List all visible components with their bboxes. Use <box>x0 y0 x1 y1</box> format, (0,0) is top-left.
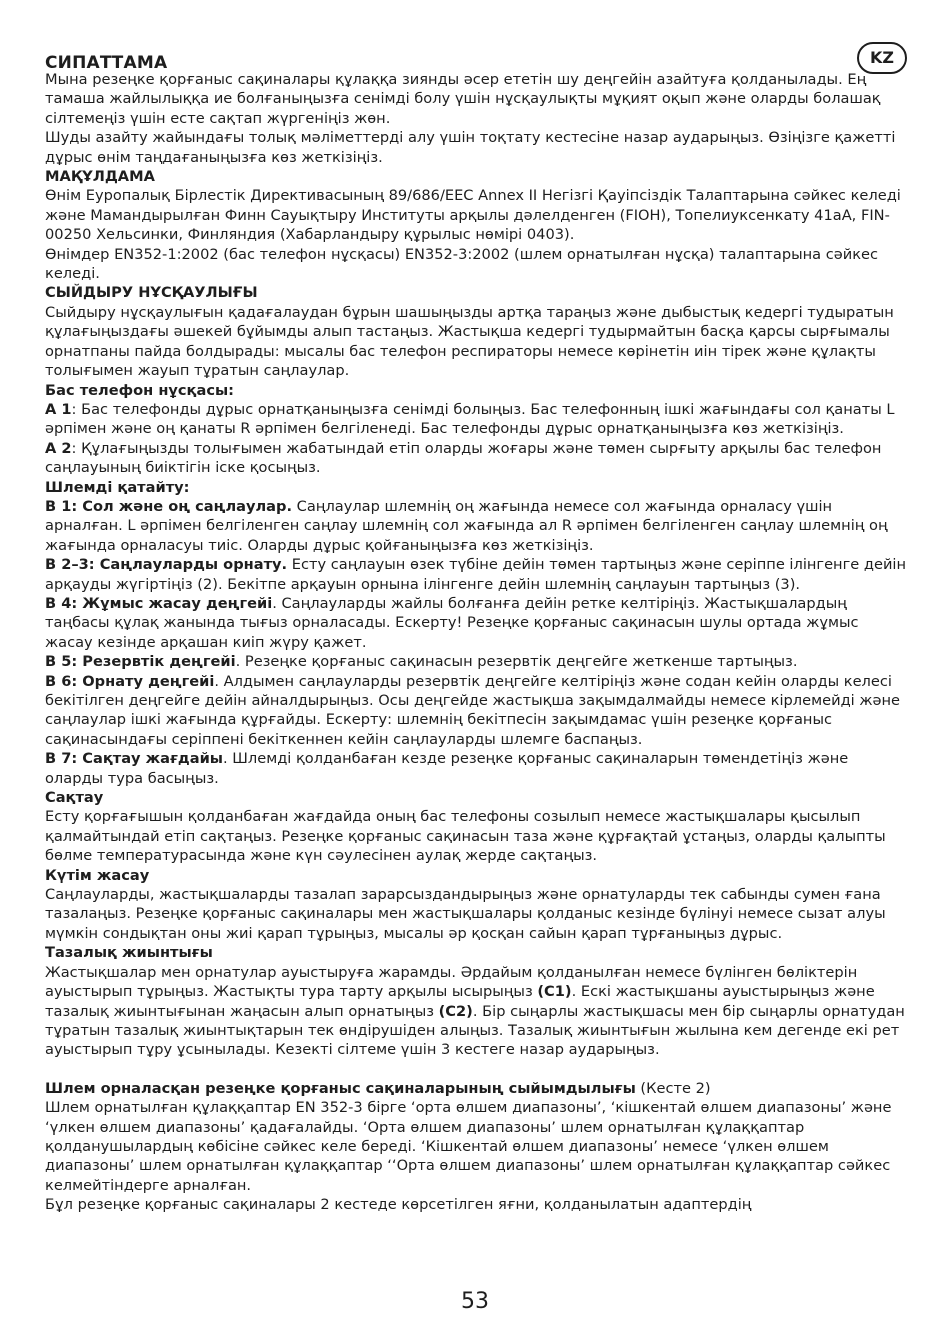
subheading-helmet: Шлемді қатайту: <box>45 478 190 496</box>
approvals-paragraph: Өнім Еуропалық Бірлестік Директивасының 89/686/EEC Annex II Негізгі Қауіпсіздік Талаптарына сәйкес келеді және Мамандырылған Финн Сауықтыру Институты арқылы дәлелденген (FIOH), Топелиуксенкату 41aA, FIN-00250 Хельсинки, Финляндия (Хабарландыру құрылыс нөмірі 0403). <box>45 187 901 244</box>
figure-ref-c2: (C2) <box>438 1002 473 1020</box>
step-text: Саңлаулар шлемнің оң жағында немесе сол жағында орналасу үшін арналған. L әрпімен белгіленген саңлау шлемнің сол жағында ал R әрпімен белгіленген саңлау шлемнің оң жағында орналасуы тиіс. Оларды дұрыс қойғаныңызға көз жеткізіңіз. <box>45 497 888 554</box>
document-body <box>45 70 907 1215</box>
compatibility-paragraph: Шлем орнатылған құлаққаптар EN 352-3 бірге ‘орта өлшем диапазоны’, ‘кішкентай өлшем диапазоны’ және ‘үлкен өлшем диапазоны’ қадағалайды. ‘Орта өлшем диапазоны’ шлем орнатылған құлаққаптар қолданушылардың көбісіне сәйкес келе береді. ‘Кішкентай өлшем диапазоны’ немесе ‘үлкен өлшем диапазоны’ шлем орнатылған құлаққаптар ‘‘Орта өлшем диапазоны’ шлем орнатылған құлаққаптар сәйкес келмейтіндерге арналған. <box>45 1099 892 1194</box>
page-number: 53 <box>461 1289 489 1314</box>
fitting-paragraph: Сыйдыру нұсқаулығын қадағалаудан бұрын шашыңызды артқа тараңыз және дыбыстық кедергі тудыратын құлағыңыздағы әшекей бұйымды алып тастаңыз. Жастықша кедергі тудырмайтын басқа қарсы сырғымалы орнатпаны пайда болдырады: мысалы бас телефон респираторы немесе көрінетін иін тірек және құлақты толығымен жауып тұратын саңлаулар. <box>45 303 894 380</box>
step-text: : Құлағыңызды толығымен жабатындай етіп оларды жоғары және төмен сырғыту арқылы бас телефон саңлауының биіктігін іске қосыңыз. <box>45 439 882 477</box>
step-b2-3 <box>45 555 907 594</box>
step-label: B 1: Сол және оң саңлаулар. <box>45 497 293 515</box>
section-heading-care: Күтім жасау <box>45 866 150 884</box>
header <box>45 48 907 73</box>
step-label: B 4: Жұмыс жасау деңгейі <box>45 594 273 612</box>
step-text: . Саңлауларды жайлы болғанға дейін ретке келтіріңіз. Жастықшалардың таңбасы құлақ жанында тығыз орналасады. Ескерту! Резеңке қорғаныс сақинасын шулы ортада жұмыс жасау кезінде арқашан киіп жүру қажет. <box>45 594 859 651</box>
intro-paragraph: Шуды азайту жайындағы толық мәліметтерді алу үшін тоқтату кестесіне назар аударыңыз. Өзіңізге қажетті дұрыс өнім таңдағаныңызға көз жеткізіңіз. <box>45 129 896 166</box>
spacer <box>45 1060 907 1079</box>
section-heading-hygiene: Тазалық жиынтығы <box>45 944 213 962</box>
page-title: СИПАТТАМА <box>45 53 168 73</box>
step-text: Есту саңлауын өзек түбіне дейін төмен тартыңыз және серіппе ілінгенге дейін арқауды жүгіртіңіз (2). Бекітпе арқауын орнына ілінгенге дейін шлемнің саңлауын тартыңыз (3). <box>45 556 907 593</box>
heading-text: Шлем орналасқан резеңке қорғаныс сақиналарының сыйымдылығы <box>45 1079 636 1097</box>
step-text: . Шлемді қолданбаған кезде резеңке қорғаныс сақиналарын төмендетіңіз және оларды тура басыңыз. <box>45 750 849 787</box>
step-a2 <box>45 439 907 478</box>
document-page <box>45 48 907 1215</box>
figure-ref-c1: (C1) <box>537 983 572 1001</box>
step-label: A 2 <box>45 439 72 457</box>
approvals-paragraph: Өнімдер EN352-1:2002 (бас телефон нұсқасы) EN352-3:2002 (шлем орнатылған нұсқа) талаптарына сәйкес келеді. <box>45 245 879 283</box>
step-a1 <box>45 400 907 439</box>
step-label: B 6: Орнату деңгейі <box>45 672 215 690</box>
hygiene-text: . Ескі жастықшаны ауыстырыңыз және тазалық жиынтығынан жаңасын алып орнатыңыз <box>45 983 875 1020</box>
intro-paragraph: Мына резеңке қорғаныс сақиналары құлаққа зиянды әсер ететін шу деңгейін азайтуға қолданылады. Ең тамаша жайлылыққа ие болғаныңызға сенімді болу үшін нұсқаулықты мұқият оқып және оларды болашақ сілтемеңіз үшін есте сақтап жүргеніңіз жөн. <box>45 71 881 127</box>
step-label: B 7: Сақтау жағдайы <box>45 750 223 768</box>
step-b6 <box>45 672 907 750</box>
step-text: . Резеңке қорғаныс сақинасын резервтік деңгейге жеткенше тартыңыз. <box>235 653 798 671</box>
section-heading-storage: Сақтау <box>45 789 104 807</box>
heading-suffix: (Кесте 2) <box>635 1079 711 1097</box>
step-b1 <box>45 497 907 555</box>
step-text: . Алдымен саңлауларды резервтік деңгейге келтіріңіз және содан кейін оларды келесі бекітілген деңгейге дейін айналдырыңыз. Осы деңгейде жастықша зақымдалмайды немесе кірлемейді және саңлаулар ішкі жағында құрғайды. Ескерту: шлемнің бекітпесін зақымдамас үшін резеңке қорғаныс сақинасындағы серіппені бекіткеннен кейін саңлауларды шлемге баспаңыз. <box>45 672 901 748</box>
step-b4 <box>45 594 907 652</box>
section-heading-approvals: МАҚҰЛДАМА <box>45 168 155 186</box>
hygiene-text: Жастықшалар мен орнатулар ауыстыруға жарамды. Әрдайым қолданылған немесе бүлінген бөліктерін ауыстырып тұрыңыз. Жастықты тура тарту арқылы ысырыңыз <box>45 963 858 1001</box>
step-b7 <box>45 749 907 788</box>
step-label: B 2–3: Саңлауларды орнату. <box>45 556 288 574</box>
hygiene-text: . Бір сыңарлы жастықшасы мен бір сыңарлы орнатудан тұратын тазалық жиынтықтарын тек өндірушіден алыңыз. Тазалық жиынтығын жылына кем дегенде екі рет ауыстырып тұру ұсынылады. Кезекті сілтеме үшін 3 кестеге назар аударыңыз. <box>45 1002 905 1059</box>
language-badge: KZ <box>857 42 907 74</box>
step-text: : Бас телефонды дұрыс орнатқаныңызға сенімді болыңыз. Бас телефонның ішкі жағындағы сол қанаты L әрпімен және оң қанаты R әрпімен белгіленеді. Бас телефонды дұрыс орнатқаныңызға көз жеткізіңіз. <box>45 400 895 438</box>
storage-paragraph: Есту қорғағышын қолданбаған жағдайда оның бас телефоны созылып немесе жастықшалары қысылып қалмайтындай етіп сақтаңыз. Резеңке қорғаныс сақинасын таза және құрғақтай ұстаңыз, оларды қалыпты бөлме температурасында және күн сәулесінен аулақ жерде сақтаңыз. <box>45 808 886 865</box>
step-label: A 1 <box>45 400 72 418</box>
step-b5 <box>45 652 907 671</box>
step-label: B 5: Резервтік деңгейі <box>45 653 236 671</box>
compatibility-paragraph: Бұл резеңке қорғаныс сақиналары 2 кестеде көрсетілген яғни, қолданылатын адаптердің <box>45 1196 752 1214</box>
hygiene-paragraph <box>45 963 907 1060</box>
section-heading-fitting: СЫЙДЫРУ НҰСҚАУЛЫҒЫ <box>45 284 258 302</box>
section-heading-compatibility <box>45 1079 907 1098</box>
subheading-headband: Бас телефон нұсқасы: <box>45 381 234 399</box>
care-paragraph: Саңлауларды, жастықшаларды тазалап зарарсыздандырыңыз және орнатуларды тек сабынды сумен ғана тазалаңыз. Резеңке қорғаныс сақиналары мен жастықшалары қолданыс кезінде бүлінуі немесе сызат алуы мүмкін сондықтан оны жиі қарап тұрыңыз, мысалы әр қосқан сайын қарап тұрғаныңыз дұрыс. <box>45 886 886 942</box>
